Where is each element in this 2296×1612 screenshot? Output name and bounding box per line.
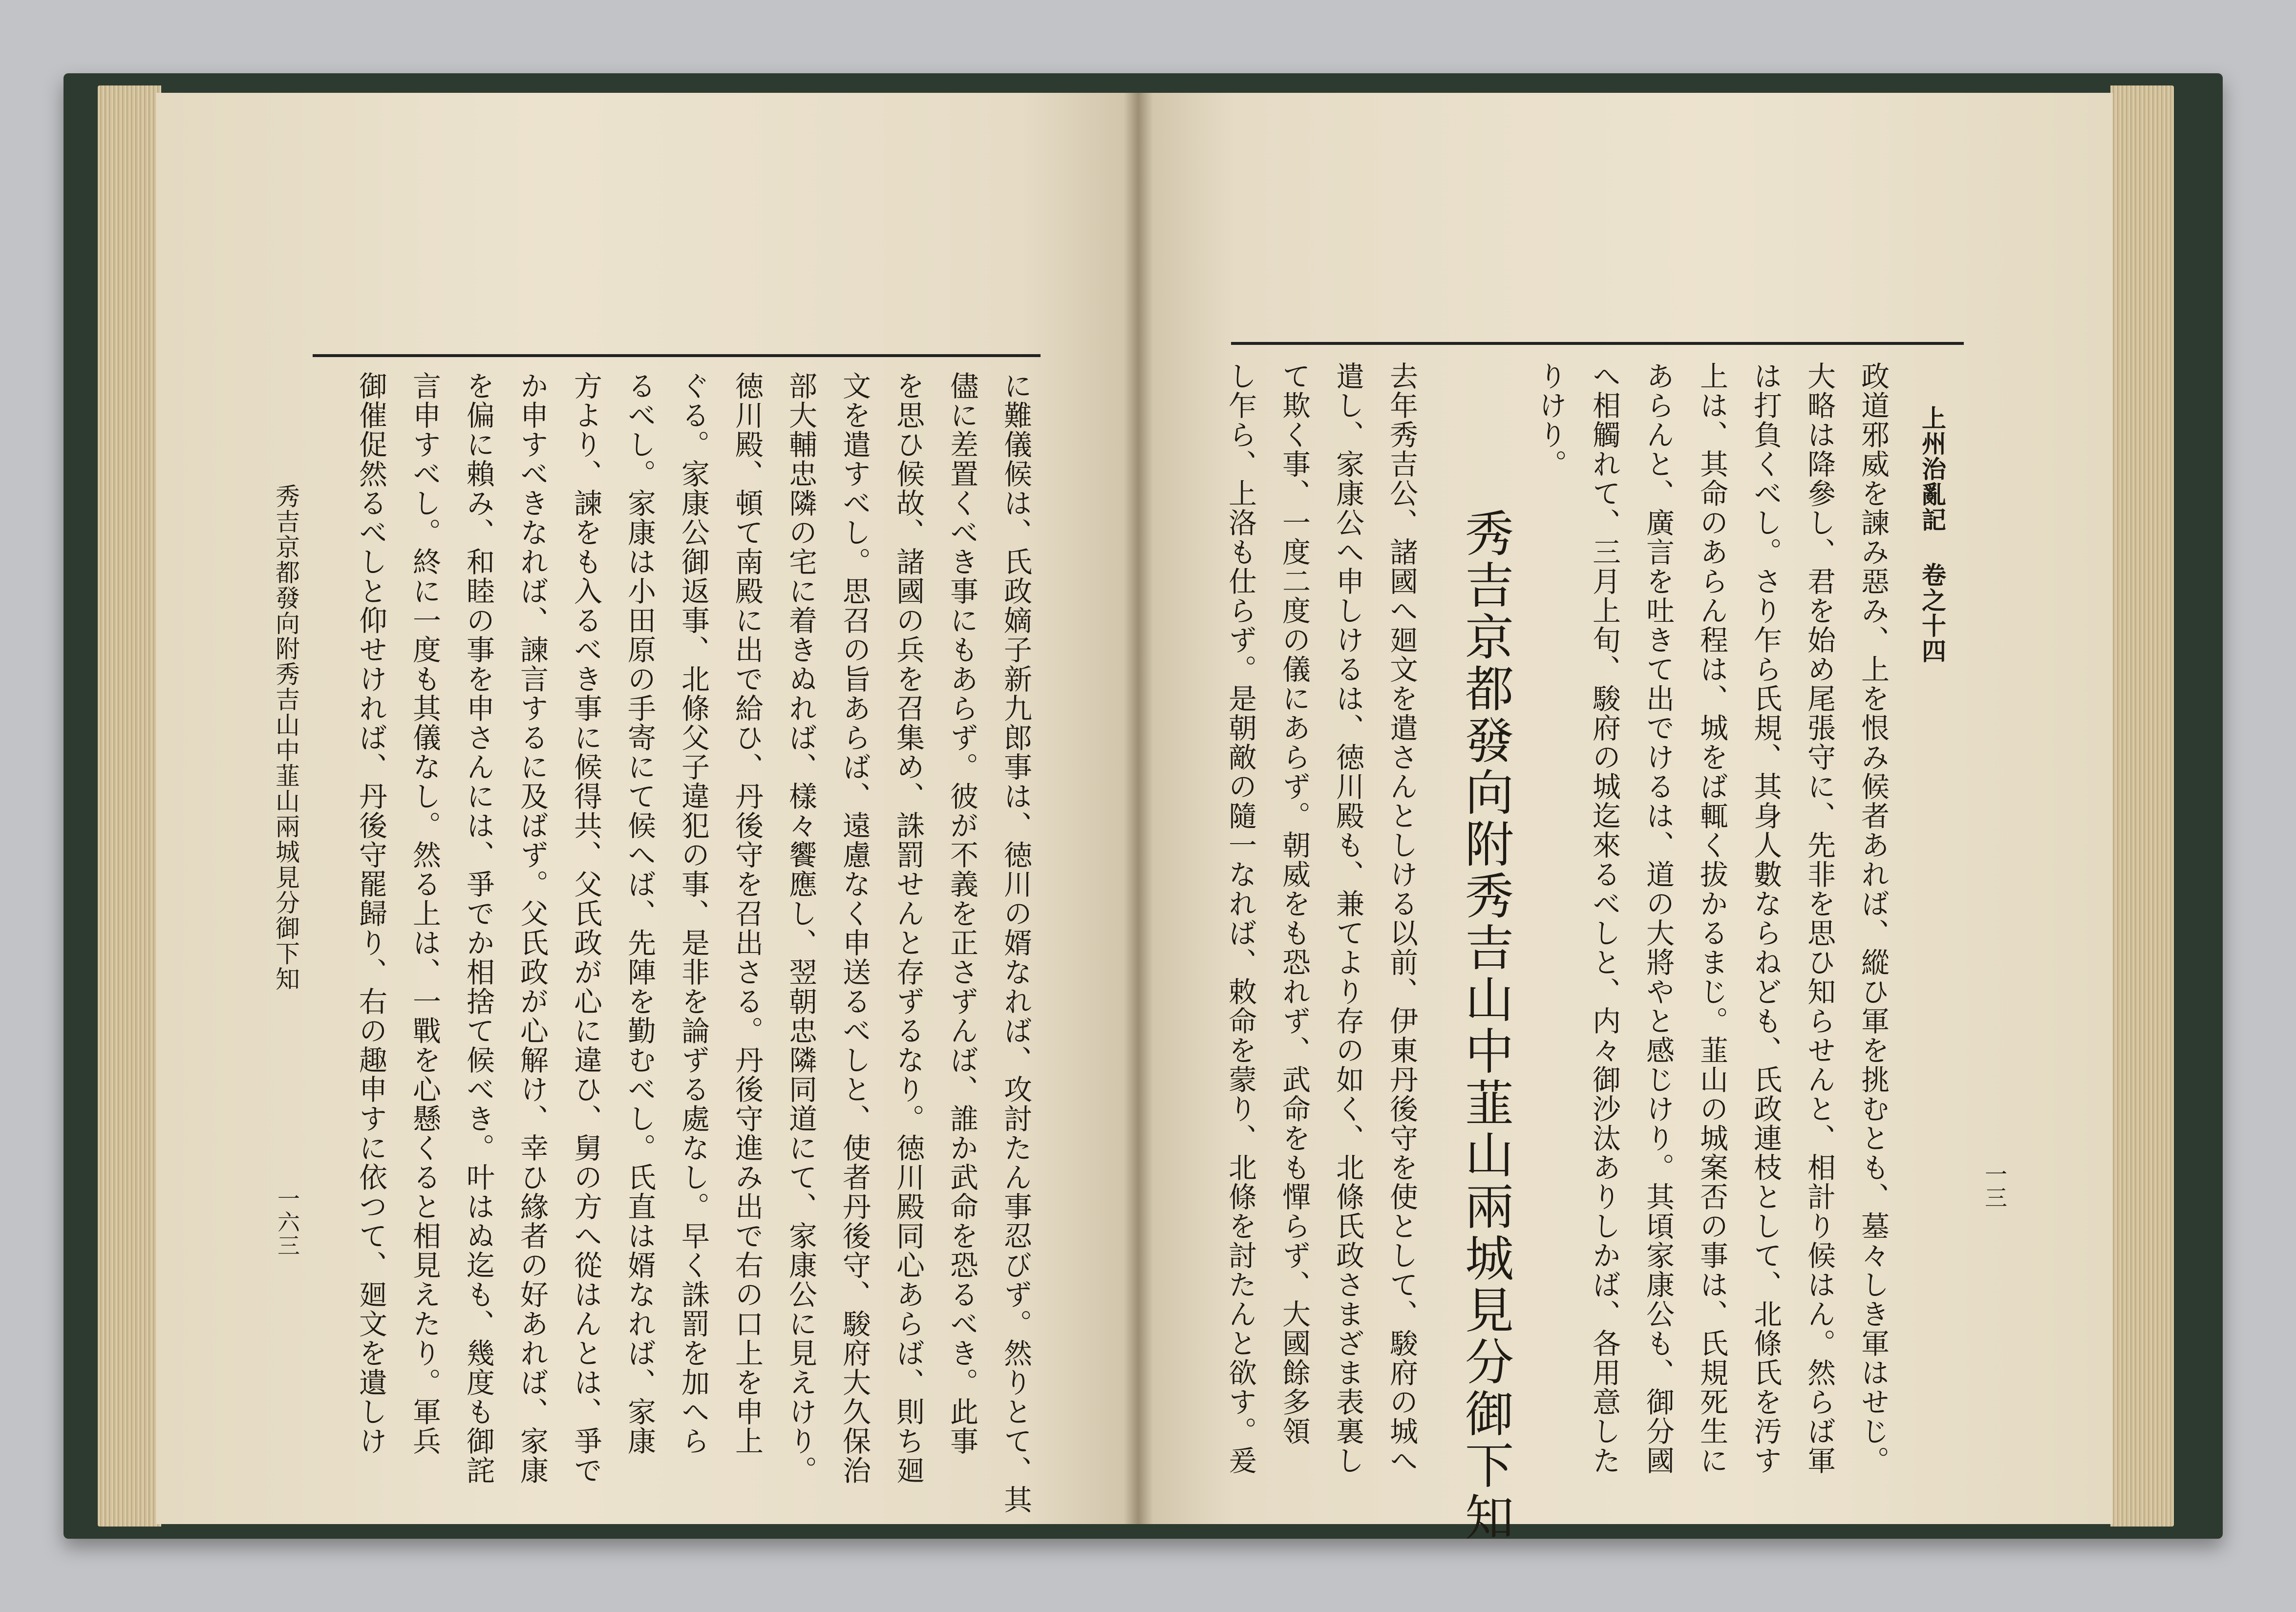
running-head: 上州治亂記 卷之十四	[1918, 405, 1947, 664]
left-col-6: 徳川殿、頓て南殿に出で給ひ、丹後守を召出さる。丹後守進み出で右の口上を申上	[730, 371, 764, 1456]
page-edges-right	[2110, 85, 2174, 1527]
book-gutter	[1124, 93, 1153, 1524]
section-col-1: 去年秀吉公、諸國へ廻文を遣さんとしける以前、伊東丹後守を使として、駿府の城へ	[1385, 361, 1418, 1475]
right-col-3: は打負くべし。さり乍ら氏規、其身人數ならねども、氏政連枝として、北條氏を汚す	[1749, 361, 1782, 1475]
running-footer: 秀吉京都發向附秀吉山中韮山兩城見分御下知	[272, 484, 300, 992]
section-col-4: し乍ら、上洛も仕らず。是朝敵の隨一なれば、敕命を蒙り、北條を討たんと欲す。爰	[1224, 361, 1257, 1475]
section-col-2: 遣し、家康公へ申しけるは、徳川殿も、兼てより存の如く、北條氏政さまざま表裏し	[1331, 361, 1364, 1475]
section-col-3: て欺く事、一度二度の儀にあらず。朝威をも恐れず、武命をも憚らず、大國餘多領	[1277, 361, 1311, 1446]
left-col-10: か申すべきなれば、諫言するに及ばず。父氏政が心解け、幸ひ緣者の好あれば、家康	[515, 371, 549, 1485]
left-col-4: 文を遣すべし。思召の旨あらば、遠慮なく申送るべしと、使者丹後守、駿府大久保治	[838, 371, 871, 1485]
left-col-5: 部大輔忠隣の宅に着きぬれば、樣々饗應し、翌朝忠隣同道にて、家康公に見えけり。	[784, 371, 817, 1485]
left-col-3: を思ひ候故、諸國の兵を召集め、誅罰せんと存ずるなり。徳川殿同心あらば、則ち廻	[892, 371, 925, 1485]
right-page-number: 一三	[1981, 1163, 2008, 1209]
right-col-2: 大略は降參し、君を始め尾張守に、先非を思ひ知らせんと、相計り候はん。然らば軍	[1803, 361, 1836, 1475]
section-title: 秀吉京都發向附秀吉山中韮山兩城見分御下知	[1457, 508, 1514, 1544]
left-col-8: るべし。家康は小田原の手寄にて候へば、先陣を勤むべし。氏直は婿なれば、家康	[623, 371, 656, 1456]
right-col-1: 政道邪威を諫み惡み、上を恨み候者あれば、縱ひ軍を挑むとも、墓々しき軍はせじ。	[1856, 361, 1890, 1475]
left-col-13: 御催促然るべしと仰せければ、丹後守罷歸り、右の趣申すに依つて、廻文を遺しけ	[354, 371, 387, 1456]
page-edges-left	[98, 85, 161, 1527]
left-col-1: に難儀候は、氏政嫡子新九郎事は、徳川の婿なれば、攻討たん事忍びず。然りとて、其	[999, 371, 1032, 1514]
left-col-7: ぐる。家康公御返事、北條父子違犯の事、是非を論ずる處なし。早く誅罰を加へら	[677, 371, 710, 1456]
right-col-5: あらんと、廣言を吐きて出でけるは、道の大將やと感じけり。其頃家康公も、御分國	[1641, 361, 1675, 1475]
right-page-rule	[1231, 342, 1964, 345]
right-col-6: へ相觸れて、三月上旬、駿府の城迄來るべしと、内々御沙汰ありしかば、各用意した	[1588, 361, 1621, 1475]
left-page-number: 一六三	[274, 1187, 300, 1257]
right-col-7: りけり。	[1534, 361, 1567, 479]
left-col-2: 儘に差置くべき事にもあらず。彼が不義を正さずんば、誰か武命を恐るべき。此事	[945, 371, 978, 1456]
left-col-12: 言申すべし。終に一度も其儀なし。然る上は、一戰を心懸くると相見えたり。軍兵	[408, 371, 441, 1456]
left-col-11: を偏に賴み、和睦の事を申さんには、爭でか相捨て候べき。叶はぬ迄も、幾度も御詫	[462, 371, 495, 1485]
left-col-9: 方より、諫をも入るべき事に候得共、父氏政が心に違ひ、舅の方へ從はんとは、爭で	[569, 371, 602, 1485]
left-page-rule	[313, 354, 1041, 357]
right-col-4: 上は、其命のあらん程は、城をば輒く拔かるまじ。韮山の城案否の事は、氏規死生に	[1695, 361, 1728, 1475]
